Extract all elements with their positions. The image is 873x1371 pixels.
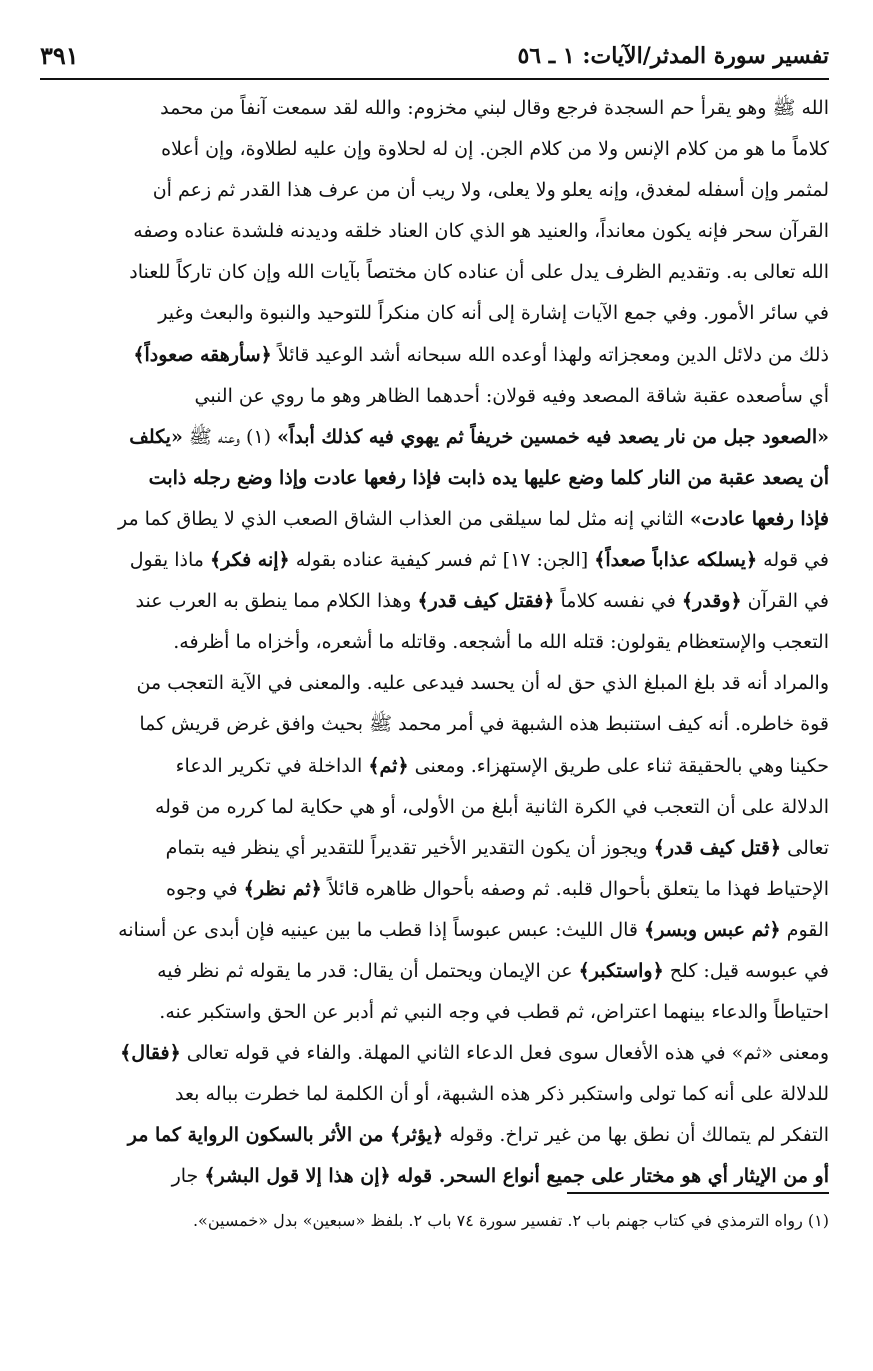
text-segment: في سائر الأمور. وفي جمع الآيات إشارة إلى أنه كان منكراً للتوحيد والنبوة والبعث وغير	[158, 302, 829, 325]
text-line	[40, 581, 829, 622]
text-line	[40, 951, 829, 992]
text-segment: جار	[171, 1165, 205, 1188]
text-segment: ذلك من دلائل الدين ومعجزاته ولهذا أوعده الله سبحانه أشد الوعيد قائلاً	[271, 343, 829, 366]
text-segment: القرآن سحر فإنه يكون معانداً، والعنيد هو الذي كان العناد خلقه وديدنه فلشدة عناده وصفه	[133, 220, 829, 243]
text-segment: الداخلة في تكرير الدعاء	[175, 754, 369, 777]
text-line	[40, 663, 829, 704]
text-line	[40, 376, 829, 417]
quoted-text: «يكلف	[129, 425, 183, 448]
quoted-text: ﴿قتل كيف قدر﴾	[653, 836, 782, 859]
text-line	[40, 540, 829, 581]
running-head	[40, 36, 829, 80]
text-segment: [الجن: ١٧] ثم فسر كيفية عناده بقوله	[289, 549, 595, 572]
text-segment: في نفسه كلاماً	[554, 590, 682, 613]
quoted-text: ﴿ثم نظر﴾	[243, 877, 322, 900]
text-line	[40, 622, 829, 663]
text-line	[40, 293, 829, 334]
text-segment: كلاماً ما هو من كلام الإنس ولا من كلام الجن. إن له لحلاوة وإن عليه لطلاوة، وإن أعلاه	[161, 138, 829, 161]
quoted-text: ﴿إن هذا إلا قول البشر﴾	[204, 1165, 391, 1188]
footnote-separator	[567, 1192, 829, 1194]
text-line	[40, 1074, 829, 1115]
quoted-text: ﴿وقدر﴾	[681, 590, 742, 613]
text-segment: ويجوز أن يكون التقدير الأخير تقديراً للتقدير أي ينظر فيه بتمام	[165, 836, 654, 859]
text-line	[40, 1033, 829, 1074]
quoted-text: ﴿سأرهقه صعوداً﴾	[133, 343, 272, 366]
text-segment: الإحتياط فهذا ما يتعلق بأحوال قلبه. ثم وصفه بأحوال ظاهره قائلاً	[321, 877, 829, 900]
quoted-text: فإذا رفعها عادت»	[689, 507, 829, 530]
text-line	[40, 252, 829, 293]
text-segment: في قوله	[757, 549, 829, 572]
running-title: تفسير سورة المدثر/الآيات: ١ ـ ٥٦	[517, 43, 829, 69]
quoted-text: ﴿فقال﴾	[120, 1042, 181, 1065]
quoted-text: أو من الإيثار أي هو مختار على جميع أنواع السحر. قوله	[390, 1165, 829, 1188]
quoted-text: «الصعود جبل من نار يصعد فيه خمسين خريفاً ثم يهوي فيه كذلك أبداً»	[277, 425, 829, 448]
text-segment: التعجب والإستعظام يقولون: قتله الله ما أشجعه. وقاتله ما أشعره، وأخزاه ما أظرفه.	[173, 631, 829, 654]
text-segment: الثاني إنه مثل لما سيلقى من العذاب الشاق الصعب الذي لا يطاق كما مر	[117, 507, 690, 530]
quoted-text: ﴿يسلكه عذاباً صعداً﴾	[594, 549, 758, 572]
text-segment: لمثمر وإن أسفله لمغدق، وإنه يعلو ولا يعلى، ولا ريب أن من عرف هذا القدر ثم زعم أن	[152, 179, 829, 202]
text-segment: (١) وعنه ﷺ	[182, 425, 278, 448]
quoted-text: ﴿ثم﴾	[368, 754, 409, 777]
text-segment: الله تعالى به. وتقديم الظرف يدل على أن عناده كان مختصاً بآيات الله وإن كان تاركاً للعناد	[129, 261, 829, 284]
text-line	[40, 335, 829, 376]
text-line	[40, 869, 829, 910]
text-line	[40, 787, 829, 828]
text-segment: عن الإيمان ويحتمل أن يقال: قدر ما يقوله ثم نظر فيه	[157, 959, 579, 982]
text-line	[40, 704, 829, 745]
text-segment: وهذا الكلام مما ينطق به العرب عند	[135, 590, 418, 613]
text-segment: تعالى	[781, 836, 829, 859]
text-segment: والمراد أنه قد بلغ المبلغ الذي حق له أن يحسد فيدعى عليه. والمعنى في الآية التعجب من	[136, 672, 829, 695]
text-line	[40, 910, 829, 951]
quoted-text: ﴿يؤثر﴾ من الأثر بالسكون الرواية كما مر	[127, 1124, 444, 1147]
text-line	[40, 88, 829, 129]
text-segment: حكينا وهي بالحقيقة ثناء على طريق الإستهزاء. ومعنى	[408, 754, 829, 777]
quoted-text: ﴿ثم عبس وبسر﴾	[644, 918, 781, 941]
quoted-text: ﴿واستكبر﴾	[578, 959, 664, 982]
text-segment: ومعنى «ثم» في هذه الأفعال سوى فعل الدعاء الثاني المهلة. والفاء في قوله تعالى	[180, 1042, 829, 1065]
text-segment: ماذا يقول	[129, 549, 210, 572]
text-segment: قال الليث: عبس عبوساً إذا قطب ما بين عينيه فإن أبدى عن أسنانه	[118, 918, 645, 941]
text-line	[40, 170, 829, 211]
text-line	[40, 129, 829, 170]
text-line	[40, 458, 829, 499]
text-segment: الدلالة على أن التعجب في الكرة الثانية أبلغ من الأولى، أو هي حكاية لما كرره من قوله	[155, 795, 829, 818]
commentary-text	[40, 88, 829, 1198]
quoted-text: ﴿فقتل كيف قدر﴾	[417, 590, 555, 613]
text-segment: في القرآن	[741, 590, 829, 613]
text-segment: للدلالة على أنه كما تولى واستكبر ذكر هذه الشبهة، أو أن الكلمة لما خطرت بباله بعد	[175, 1083, 829, 1106]
text-segment: الله ﷺ وهو يقرأ حم السجدة فرجع وقال لبني مخزوم: والله لقد سمعت آنفاً من محمد	[160, 97, 829, 119]
page-number: ٣٩١	[40, 41, 79, 70]
text-line	[40, 746, 829, 787]
text-segment: أي سأصعده عقبة شاقة المصعد وفيه قولان: أحدهما الظاهر وهو ما روي عن النبي	[194, 384, 829, 407]
text-line	[40, 992, 829, 1033]
quoted-text: ﴿إنه فكر﴾	[210, 549, 290, 572]
footnote: (١) رواه الترمذي في كتاب جهنم باب ٢. تفسير سورة ٧٤ باب ٢. بلفظ «سبعين» بدل «خمسين».	[192, 1211, 829, 1230]
text-line	[40, 1115, 829, 1156]
text-line	[40, 828, 829, 869]
text-segment: في عبوسه قيل: كلح	[663, 959, 829, 982]
text-segment: قوة خاطره. أنه كيف استنبط هذه الشبهة في أمر محمد ﷺ بحيث وافق غرض قريش كما	[139, 713, 829, 736]
text-segment: القوم	[780, 918, 829, 941]
text-line	[40, 211, 829, 252]
text-line	[40, 417, 829, 458]
text-segment: في وجوه	[165, 877, 244, 900]
text-segment: احتياطاً والدعاء بينهما اعتراض، ثم قطب في وجه النبي ثم أدبر عن الحق واستكبر عنه.	[159, 1001, 829, 1024]
quoted-text: أن يصعد عقبة من النار كلما وضع عليها يده ذابت فإذا رفعها عادت وإذا وضع رجله ذابت	[148, 466, 829, 489]
text-segment: التفكر لم يتمالك أن نطق بها من غير تراخ. وقوله	[443, 1124, 829, 1147]
text-line	[40, 499, 829, 540]
